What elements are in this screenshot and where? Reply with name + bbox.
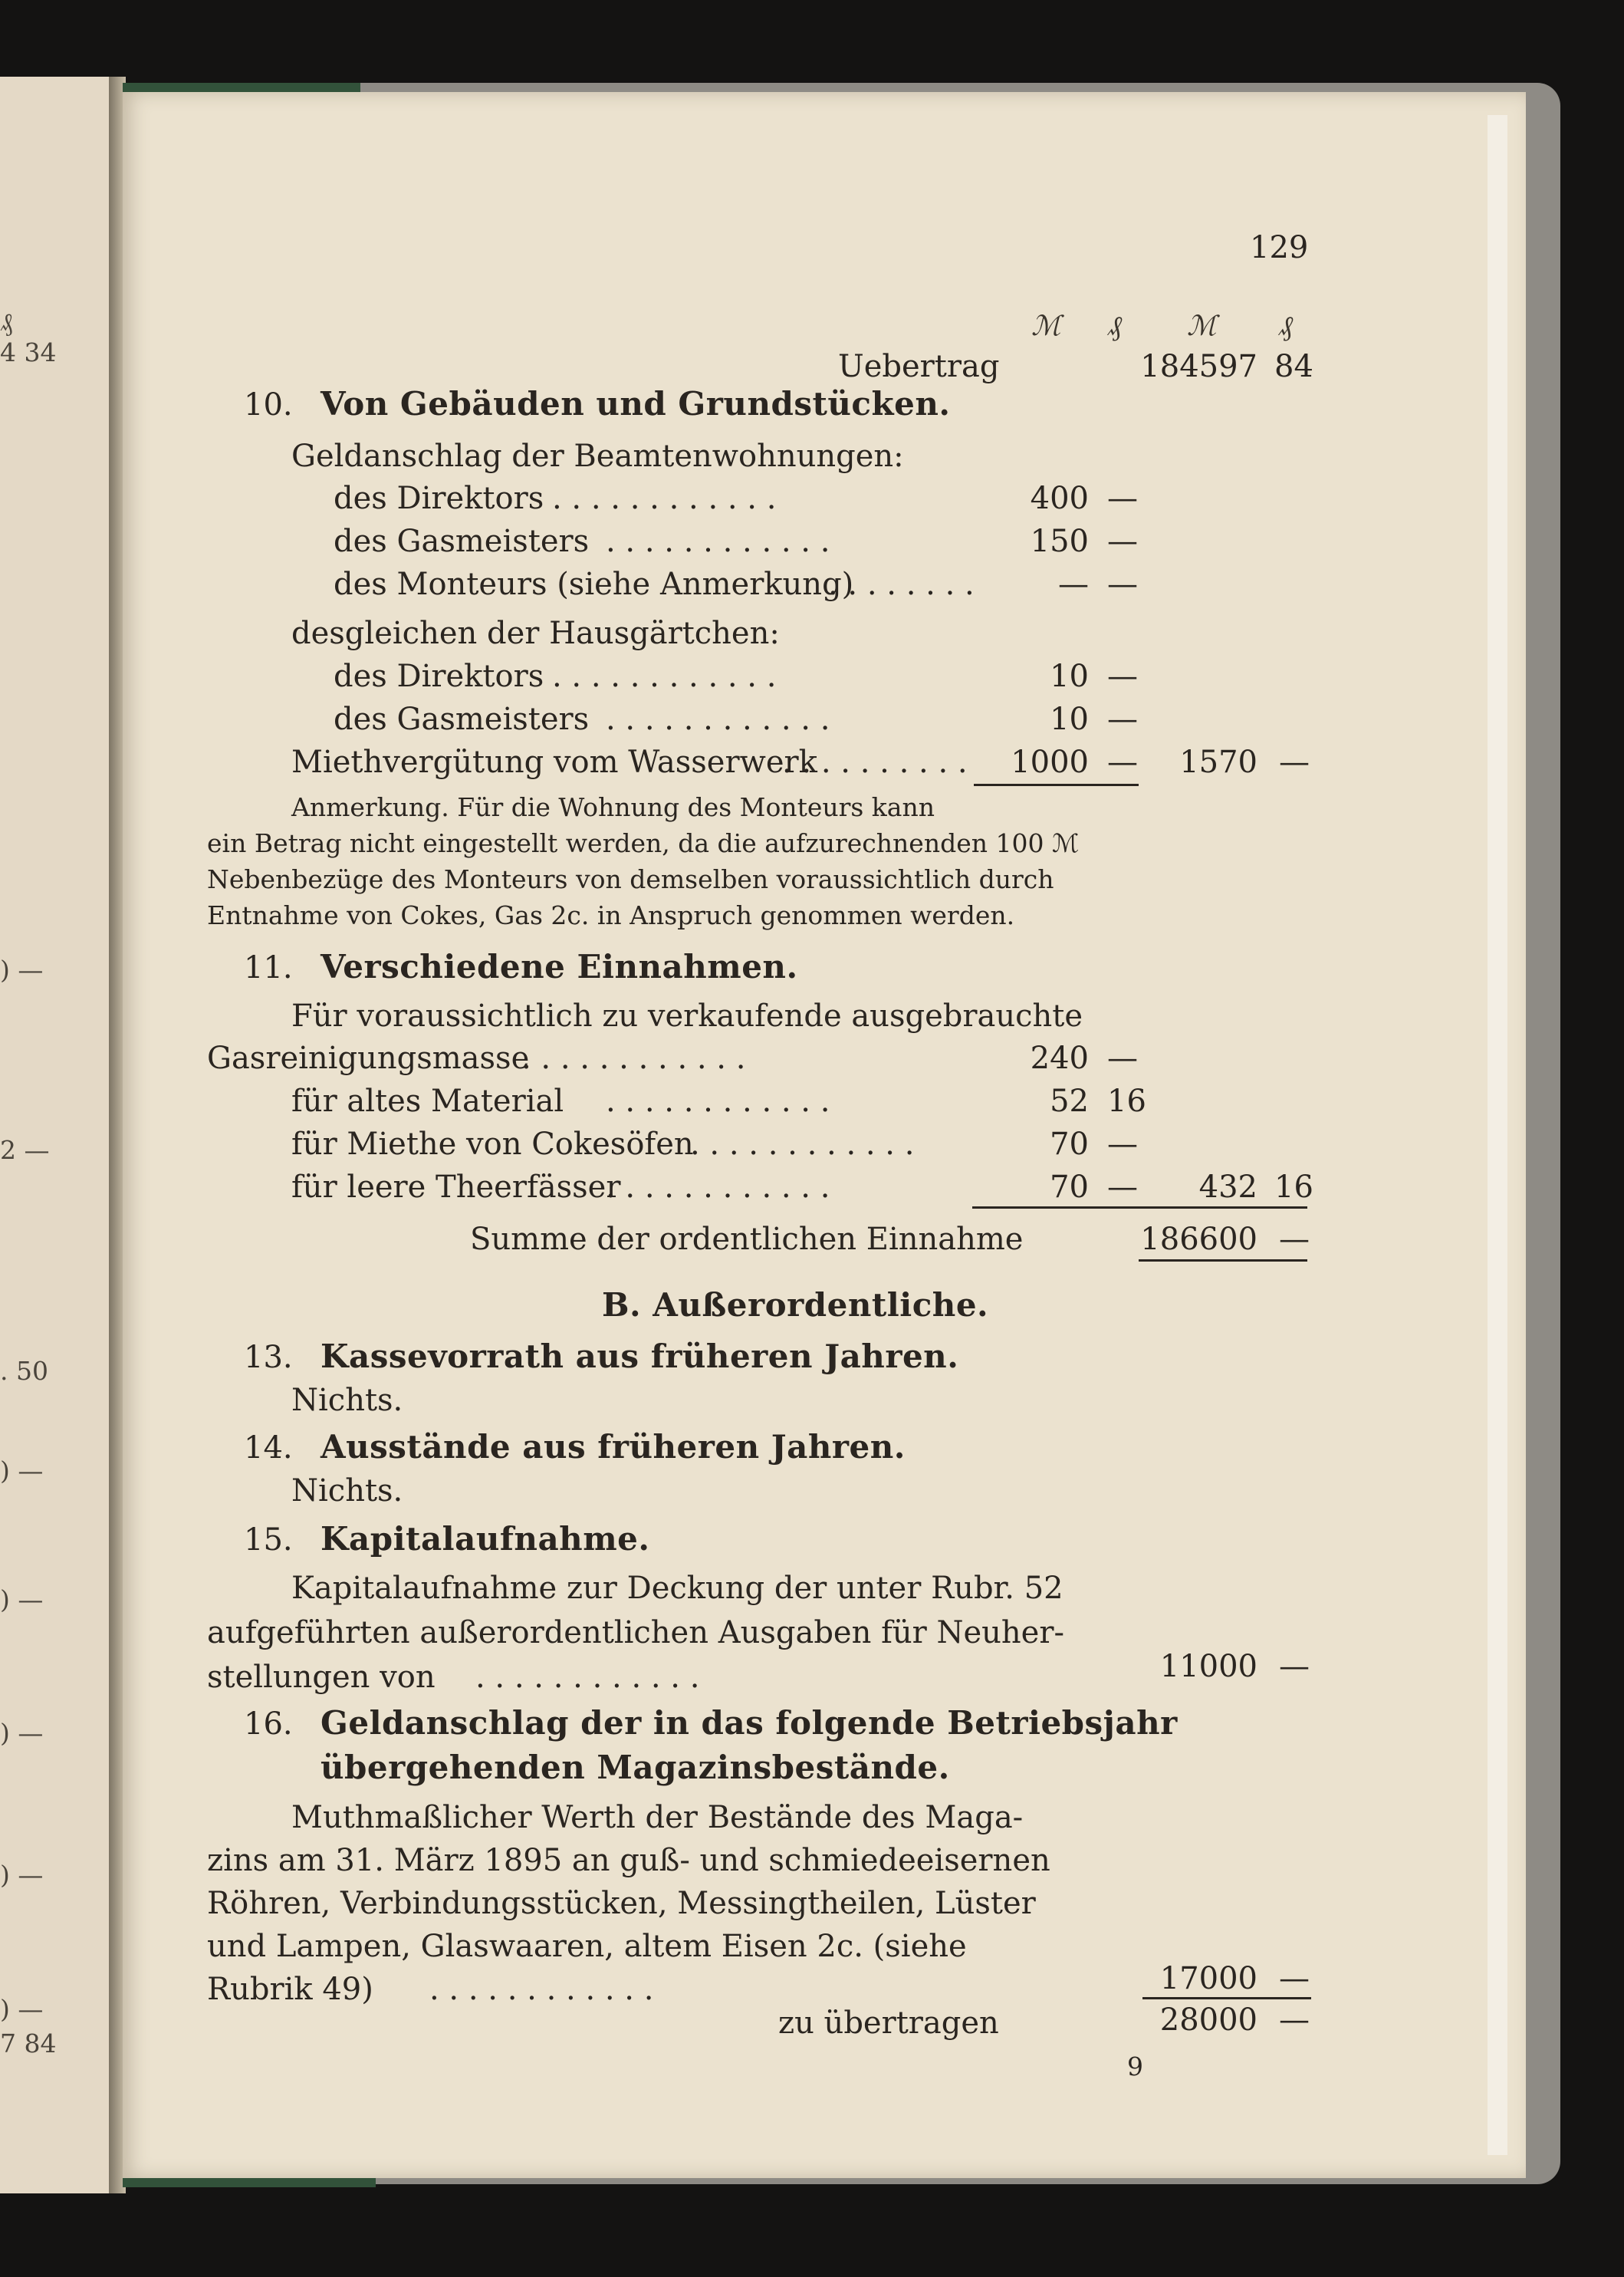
amount-pf: — <box>1107 745 1138 780</box>
left-margin-item: ) — <box>0 1456 44 1486</box>
section-text: Nichts. <box>291 1383 403 1418</box>
row-label: für Miethe von Cokesöfen <box>291 1127 694 1162</box>
amount-mark: 52 <box>1050 1084 1089 1119</box>
sum-pf: — <box>1279 1222 1310 1257</box>
amount-mark: 10 <box>1050 702 1089 737</box>
section-number: 11. <box>244 950 293 985</box>
amount-mark: 17000 <box>1159 1961 1257 1996</box>
section-total-pf: 16 <box>1274 1170 1313 1205</box>
amount-pf: — <box>1107 1127 1138 1162</box>
body-line: zins am 31. März 1895 an guß- und schmiedeeisernen <box>207 1843 1050 1878</box>
column-header-pfennig: ₰ <box>1108 311 1122 342</box>
left-margin-item: 2 — <box>0 1135 50 1165</box>
leader-dots: . . . . . . . . . . . . <box>606 524 830 559</box>
body-line: Kapitalaufnahme zur Deckung der unter Rubr. 52 <box>291 1571 1063 1606</box>
amount-pf: — <box>1107 567 1138 602</box>
section-title: Von Gebäuden und Grundstücken. <box>321 385 951 423</box>
column-header-pfennig: ₰ <box>1279 311 1293 342</box>
carry-forward-mark: 184597 <box>1140 349 1257 384</box>
section-number: 13. <box>244 1340 293 1375</box>
section-title: Kassevorrath aus früheren Jahren. <box>321 1338 959 1375</box>
sum-mark: 186600 <box>1140 1222 1257 1257</box>
section-total-mark: 1570 <box>1179 745 1257 780</box>
section-title: Ausstände aus früheren Jahren. <box>321 1428 906 1466</box>
left-margin-item: . 50 <box>0 1356 48 1386</box>
body-line: Rubrik 49) <box>207 1972 373 2007</box>
sum-double-rule <box>1139 1259 1307 1262</box>
subheading: desgleichen der Hausgärtchen: <box>291 616 780 651</box>
sum-label: Summe der ordentlichen Einnahme <box>470 1222 1024 1257</box>
sum-rule <box>974 784 1139 786</box>
amount-mark: 70 <box>1050 1127 1089 1162</box>
amount-pf: — <box>1107 702 1138 737</box>
row-label: des Direktors <box>334 659 544 694</box>
column-header-mark: ℳ <box>1031 311 1061 342</box>
page-edge <box>1488 115 1507 2155</box>
amount-pf: — <box>1107 659 1138 694</box>
section-title: Kapitalaufnahme. <box>321 1520 650 1558</box>
section-heading: B. Außerordentliche. <box>602 1286 989 1324</box>
amount-pf: 16 <box>1107 1084 1146 1119</box>
left-page-fragment <box>0 77 120 2193</box>
left-margin-item: ) — <box>0 1584 44 1614</box>
body-line: und Lampen, Glaswaaren, altem Eisen 2c. (siehe <box>207 1929 967 1964</box>
amount-mark: 11000 <box>1159 1649 1257 1684</box>
amount-pf: — <box>1107 524 1138 559</box>
subheading: Geldanschlag der Beamtenwohnungen: <box>291 439 904 474</box>
intro-line: Für voraussichtlich zu verkaufende ausgebrauchte <box>291 999 1083 1034</box>
section-total-pf: — <box>1279 745 1310 780</box>
leader-dots: . . . . . . . . . . . . <box>521 1041 746 1076</box>
row-label: Miethvergütung vom Wasserwerk <box>291 745 817 780</box>
body-line: Röhren, Verbindungsstücken, Messingtheilen, Lüster <box>207 1886 1036 1921</box>
body-line: aufgeführten außerordentlichen Ausgaben für Neuher- <box>207 1615 1064 1650</box>
body-line: stellungen von <box>207 1660 436 1695</box>
section-number: 16. <box>244 1706 293 1742</box>
section-number: 15. <box>244 1522 293 1558</box>
leader-dots: . . . . . . . . . . . . <box>606 1170 830 1205</box>
amount-pf: — <box>1107 1170 1138 1205</box>
row-label: des Direktors <box>334 481 544 516</box>
section-title: Verschiedene Einnahmen. <box>321 948 798 985</box>
amount-mark: 150 <box>1030 524 1089 559</box>
row-label: Gasreinigungsmasse <box>207 1041 530 1076</box>
leader-dots: . . . . . . . . . . . . <box>606 1084 830 1119</box>
left-margin-item: ) — <box>0 1718 44 1748</box>
left-margin-item: ) — <box>0 1860 44 1890</box>
amount-mark: 400 <box>1030 481 1089 516</box>
left-margin-item: ) — <box>0 1994 44 2024</box>
leader-dots: . . . . . . . . . . . . <box>475 1660 700 1695</box>
row-label: für leere Theerfässer <box>291 1170 621 1205</box>
leader-dots: . . . . . . . . . . . . <box>429 1972 654 2007</box>
note-line: Entnahme von Cokes, Gas 2c. in Anspruch genommen werden. <box>207 900 1015 930</box>
carry-forward-label: Uebertrag <box>838 349 1000 384</box>
amount-mark: 10 <box>1050 659 1089 694</box>
section-number: 14. <box>244 1430 293 1466</box>
amount-pf: — <box>1107 1041 1138 1076</box>
signature-mark: 9 <box>1127 2052 1143 2081</box>
section-number: 10. <box>244 387 293 423</box>
amount-pf: — <box>1279 1649 1310 1684</box>
leader-dots: . . . . . . . . . . <box>782 745 968 780</box>
sum-rule <box>972 1206 1307 1209</box>
sum-rule <box>1142 1997 1311 1999</box>
row-label: des Monteurs (siehe Anmerkung) <box>334 567 854 602</box>
section-title: Geldanschlag der in das folgende Betriebsjahr <box>321 1704 1178 1742</box>
section-text: Nichts. <box>291 1473 403 1509</box>
row-label: für altes Material <box>291 1084 564 1119</box>
column-header-mark: ℳ <box>1187 311 1217 342</box>
amount-mark: 1000 <box>1011 745 1089 780</box>
section-title-cont: übergehenden Magazinsbestände. <box>321 1749 950 1786</box>
body-line: Muthmaßlicher Werth der Bestände des Maga- <box>291 1800 1024 1835</box>
note-line: ein Betrag nicht eingestellt werden, da die aufzurechnenden 100 ℳ <box>207 828 1080 858</box>
carry-over-pf: — <box>1279 2002 1310 2038</box>
amount-mark: — <box>1058 567 1089 602</box>
carry-forward-pf: 84 <box>1274 349 1313 384</box>
page-number: 129 <box>1250 230 1309 265</box>
amount-mark: 70 <box>1050 1170 1089 1205</box>
row-label: des Gasmeisters <box>334 702 590 737</box>
leader-dots: . . . . . . . . . . . . <box>690 1127 915 1162</box>
leader-dots: . . . . . . . . . . . . <box>552 481 777 516</box>
note-line: Nebenbezüge des Monteurs von demselben voraussichtlich durch <box>207 864 1054 894</box>
note-line: Anmerkung. Für die Wohnung des Monteurs kann <box>291 792 935 822</box>
amount-mark: 240 <box>1030 1041 1089 1076</box>
left-margin-item: ₰ <box>0 307 13 337</box>
amount-pf: — <box>1107 481 1138 516</box>
leader-dots: . . . . . . . . <box>828 567 975 602</box>
leader-dots: . . . . . . . . . . . . <box>552 659 777 694</box>
left-margin-item: 4 34 <box>0 337 57 367</box>
left-margin-item: ) — <box>0 955 44 985</box>
carry-over-mark: 28000 <box>1159 2002 1257 2038</box>
row-label: des Gasmeisters <box>334 524 590 559</box>
amount-pf: — <box>1279 1961 1310 1996</box>
carry-over-label: zu übertragen <box>778 2006 999 2041</box>
left-margin-item: 7 84 <box>0 2029 57 2058</box>
leader-dots: . . . . . . . . . . . . <box>606 702 830 737</box>
section-total-mark: 432 <box>1198 1170 1257 1205</box>
